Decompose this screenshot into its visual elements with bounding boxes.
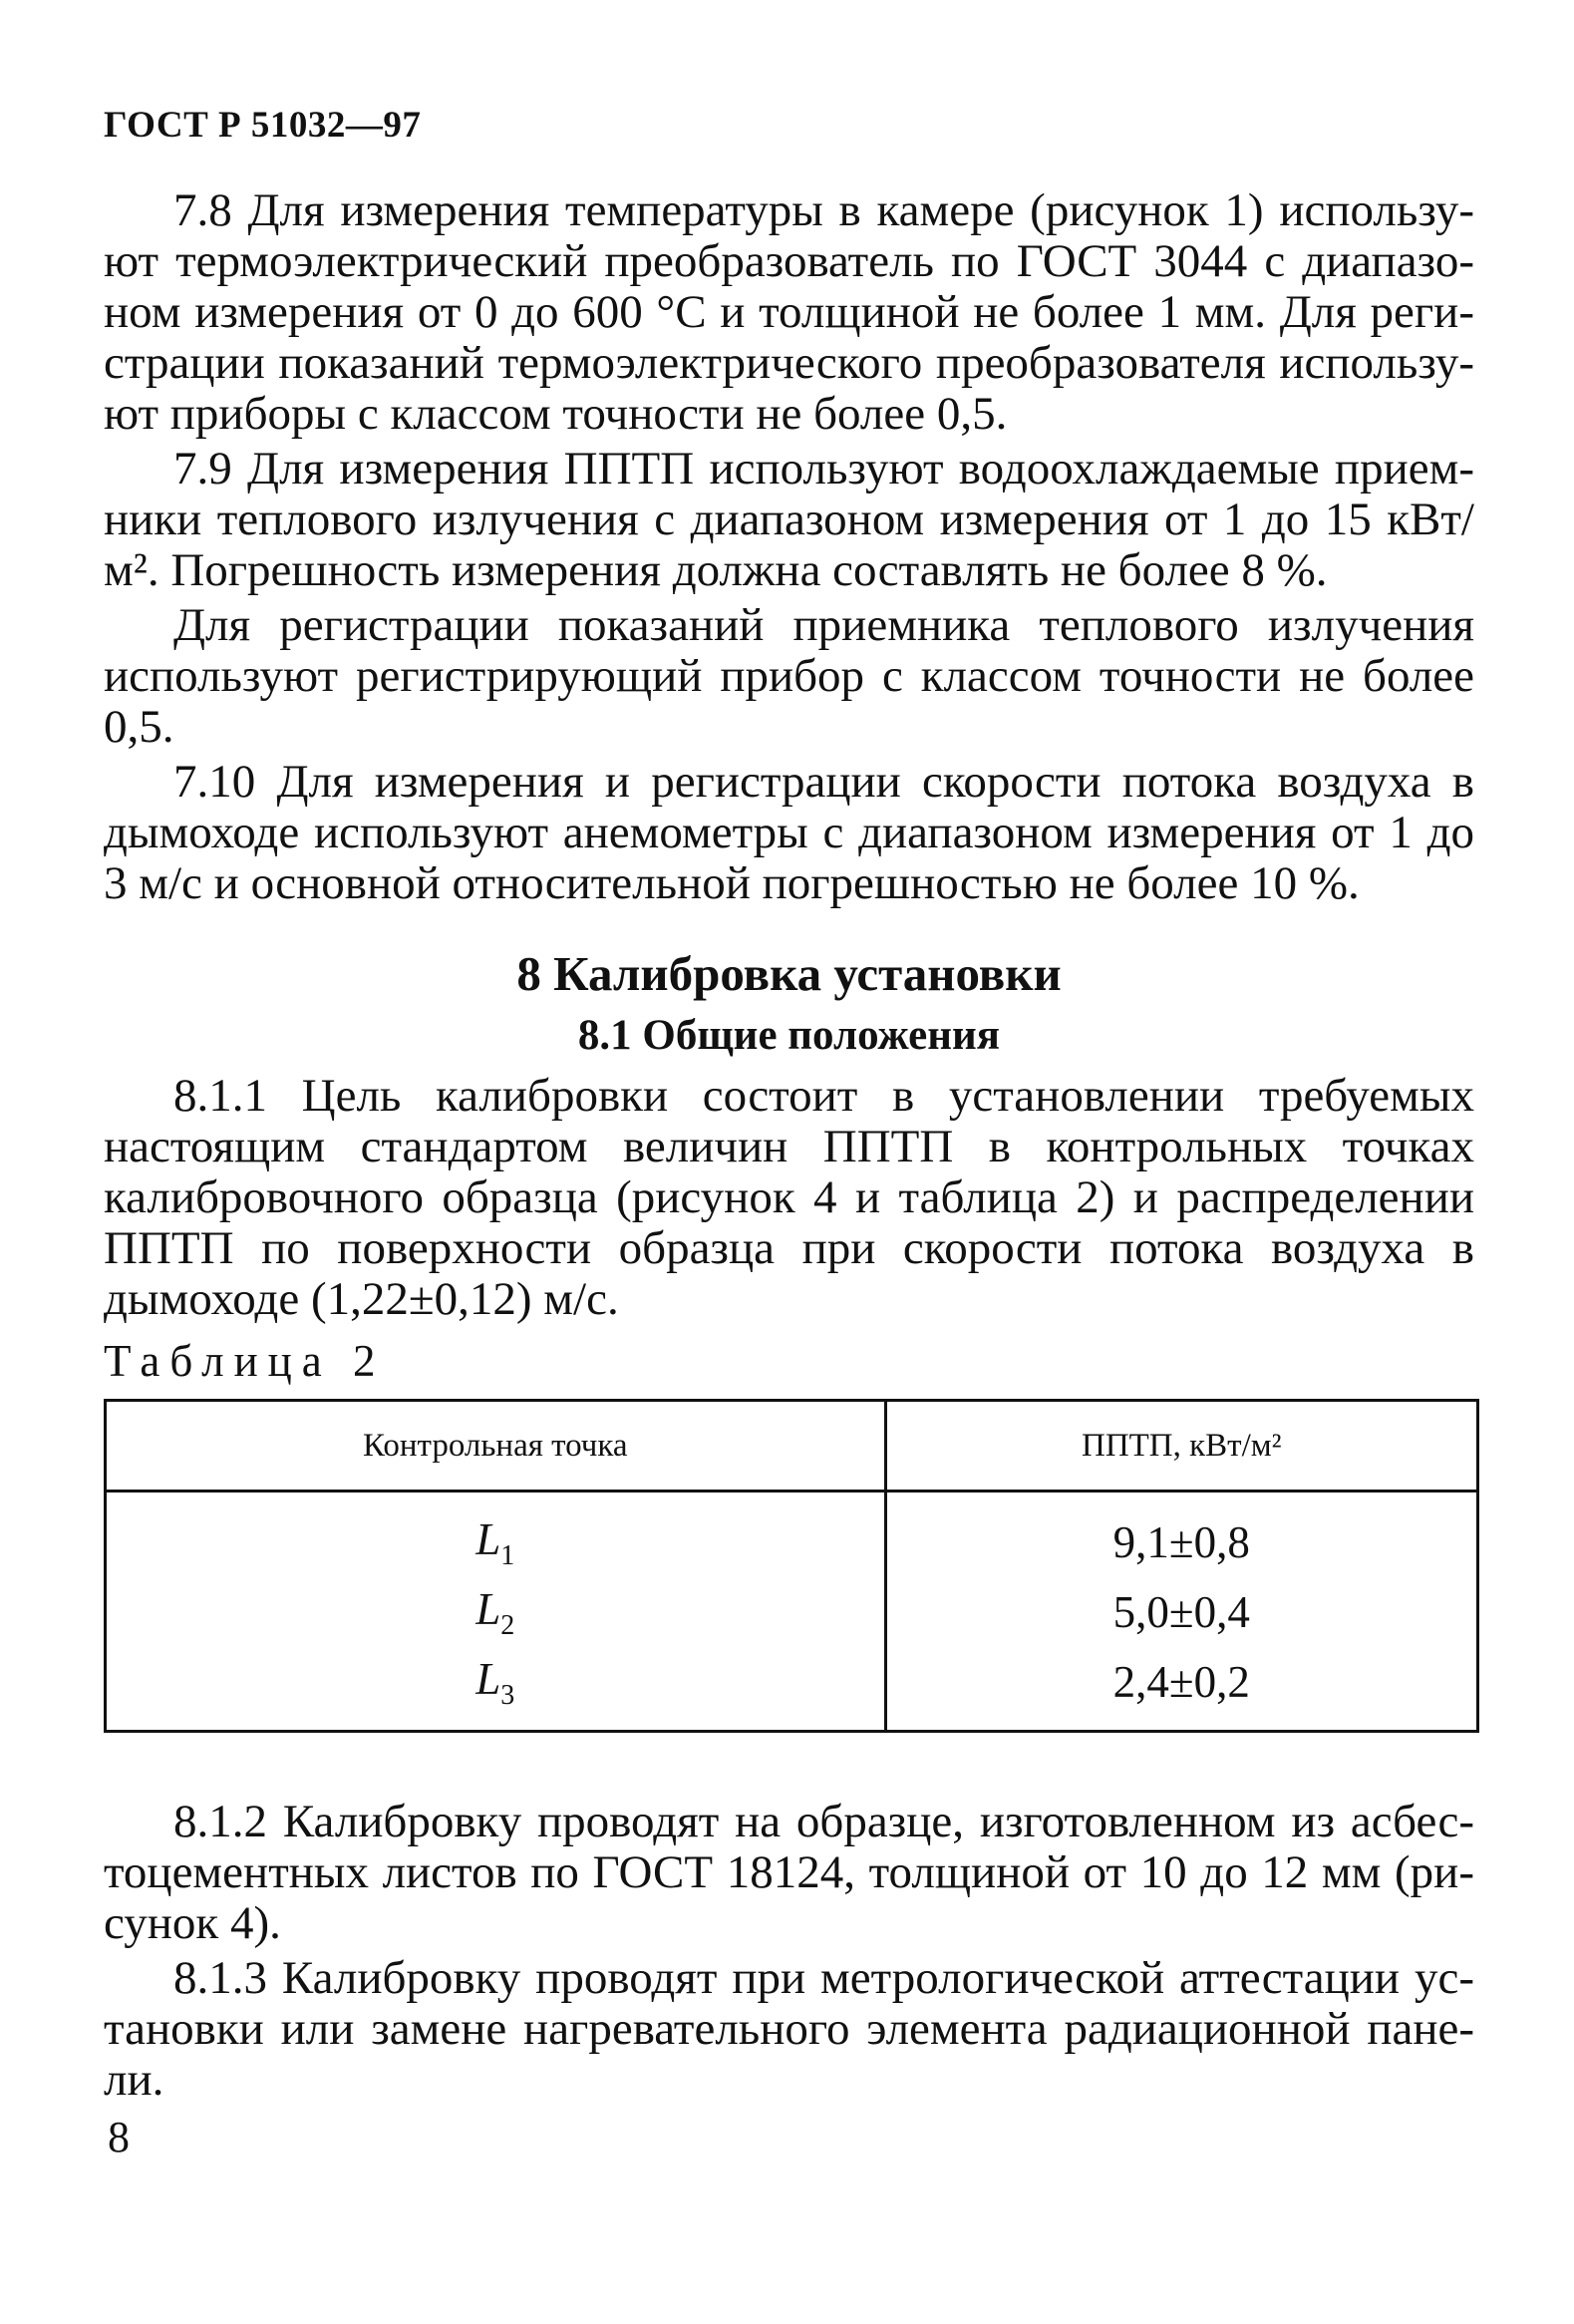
table-cell-value: 5,0±0,4 xyxy=(885,1577,1477,1647)
table-row xyxy=(106,1577,1478,1647)
paragraph-7-9-registration: Для регистрации показаний приемника теплового излучения используют регистрирующий прибор с классом точности не более 0,5. xyxy=(104,599,1474,753)
table-cell-point: $L_1$ xyxy=(106,1492,886,1578)
paragraph-7-10: 7.10 Для измерения и регистрации скорости потока воздуха в дымоходе используют анемометры с диапазоном измерения от 1 до 3 м/с и основной относительной погрешностью не более 10 %. xyxy=(104,756,1474,909)
table-cell-point: $L_2$ xyxy=(106,1577,886,1647)
calibration-table xyxy=(104,1399,1479,1733)
table-row xyxy=(106,1647,1478,1732)
table-cell-value: 2,4±0,2 xyxy=(885,1647,1477,1732)
table-cell-value: 9,1±0,8 xyxy=(885,1492,1477,1578)
table-header-point: Контрольная точка xyxy=(106,1401,886,1492)
paragraph-7-9: 7.9 Для измерения ППТП используют водоохлаждаемые приемники теплового излучения с диапазоном измерения от 1 до 15 кВт/м². Погрешность измерения должна составлять не более 8 %. xyxy=(104,443,1474,596)
document-body xyxy=(104,185,1474,2110)
table-row xyxy=(106,1492,1478,1578)
table-caption: Таблица 2 xyxy=(104,1336,386,1386)
table-header-flux: ППТП, кВт/м² xyxy=(885,1401,1477,1492)
paragraph-8-1-1: 8.1.1 Цель калибровки состоит в установлении требуемых настоящим стандартом величин ППТП в контрольных точках калибровочного образца (рисунок 4 и таблица 2) и распределении ППТП по поверхности образца при скорости потока воздуха в дымоходе (1,22±0,12) м/с. xyxy=(104,1070,1474,1325)
document-header: ГОСТ Р 51032—97 xyxy=(104,105,422,146)
section-title: 8 Калибровка установки xyxy=(516,946,1062,1001)
page-number: 8 xyxy=(108,2113,130,2161)
table-header-row xyxy=(106,1401,1478,1492)
table-cell-point: $L_3$ xyxy=(106,1647,886,1732)
subsection-title: 8.1 Общие положения xyxy=(577,1012,1001,1059)
paragraph-8-1-2: 8.1.2 Калибровку проводят на образце, изготовленном из асбестоцементных листов по ГОСТ 18124, толщиной от 10 до 12 мм (рисунок 4). xyxy=(104,1796,1474,1949)
after-table-section xyxy=(104,1797,1474,2106)
paragraph-8-1-3: 8.1.3 Калибровку проводят при метрологической аттестации установки или замене нагревательного элемента радиационной панели. xyxy=(104,1952,1474,2106)
paragraph-7-8: 7.8 Для измерения температуры в камере (рисунок 1) используют термоэлектрический преобразователь по ГОСТ 3044 с диапазоном измерения от 0 до 600 °С и толщиной не более 1 мм. Для регистрации показаний термоэлектрического преобразователя используют приборы с классом точности не более 0,5. xyxy=(104,184,1474,440)
